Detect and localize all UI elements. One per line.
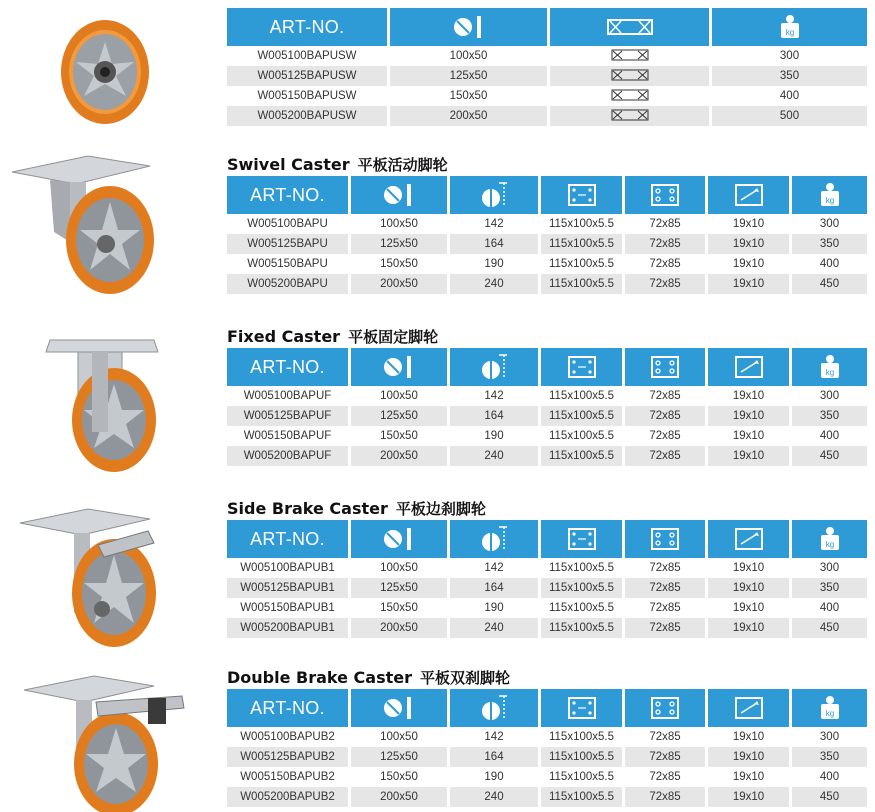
- art-no-cell: W005200BAPUF: [227, 446, 351, 466]
- load-cell: 400: [779, 90, 800, 102]
- size-cell: 200x50: [351, 446, 450, 466]
- plate-cell: 115x100x5.5: [541, 767, 625, 787]
- svg-text:kg: kg: [825, 196, 834, 205]
- art-no-cell: W005150BAPUF: [227, 426, 351, 446]
- height-cell: 142: [450, 214, 541, 234]
- height-cell: 142: [450, 558, 541, 578]
- art-no-cell: W005200BAPUSW: [227, 106, 390, 126]
- art-no-header: ART-NO.: [227, 520, 351, 558]
- hole-spacing-cell: 72x85: [625, 234, 708, 254]
- hole-spacing-cell: 72x85: [625, 426, 708, 446]
- load-icon: [819, 695, 841, 721]
- bearing-symbol: [611, 89, 649, 101]
- height-cell: 164: [450, 234, 541, 254]
- hole-spacing-icon: [650, 527, 680, 551]
- plate-cell: 115x100x5.5: [541, 446, 625, 466]
- hole-spacing-cell: 72x85: [625, 214, 708, 234]
- section-title-en: Side Brake Caster: [227, 499, 388, 518]
- height-cell: 190: [450, 254, 541, 274]
- size-cell: 100x50: [351, 214, 450, 234]
- section-title-en: Swivel Caster: [227, 155, 350, 174]
- plate-header: [541, 176, 625, 214]
- load-icon: [819, 354, 841, 380]
- height-icon: [479, 694, 509, 722]
- load-icon: [819, 526, 841, 552]
- table-row: [227, 558, 867, 578]
- bolt-hole-cell: 19x10: [708, 767, 792, 787]
- height-header: [450, 176, 541, 214]
- art-no-cell: W005125BAPUB2: [227, 747, 351, 767]
- art-no-cell: W005150BAPUB2: [227, 767, 351, 787]
- hole-spacing-header: [625, 348, 708, 386]
- art-no-cell: W005150BAPUSW: [227, 86, 390, 106]
- load-cell: 400: [819, 602, 840, 614]
- bolt-hole-cell: 19x10: [708, 406, 792, 426]
- size-cell: 150x50: [390, 86, 550, 106]
- size-cell: 200x50: [351, 274, 450, 294]
- plate-header: [541, 520, 625, 558]
- load-header: [792, 520, 867, 558]
- height-header: [450, 520, 541, 558]
- hole-spacing-cell: 72x85: [625, 727, 708, 747]
- bolt-hole-cell: 19x10: [708, 558, 792, 578]
- table-row: [227, 254, 867, 274]
- bolt-hole-cell: 19x10: [708, 426, 792, 446]
- load-icon: [819, 182, 841, 208]
- load-cell: 300: [819, 390, 840, 402]
- height-icon: [479, 525, 509, 553]
- table-row: [227, 406, 867, 426]
- table-row: [227, 578, 867, 598]
- plate-cell: 115x100x5.5: [541, 618, 625, 638]
- svg-text:kg: kg: [825, 709, 834, 718]
- table-row: [227, 234, 867, 254]
- plate-icon: [567, 696, 597, 720]
- load-cell: 300: [819, 218, 840, 230]
- load-icon: [779, 14, 801, 40]
- size-cell: 100x50: [351, 558, 450, 578]
- art-no-cell: W005100BAPU: [227, 214, 351, 234]
- bearing-icon: [607, 18, 653, 36]
- bearing-symbol: [611, 69, 649, 81]
- bearing-cell: [550, 66, 712, 86]
- art-no-cell: W005125BAPU: [227, 234, 351, 254]
- size-cell: 150x50: [351, 254, 450, 274]
- hole-spacing-icon: [650, 696, 680, 720]
- plate-cell: 115x100x5.5: [541, 274, 625, 294]
- height-header: [450, 689, 541, 727]
- size-cell: 125x50: [390, 66, 550, 86]
- art-no-cell: W005100BAPUB1: [227, 558, 351, 578]
- table-row: [227, 106, 867, 126]
- load-cell: 350: [712, 66, 867, 86]
- hole-spacing-cell: 72x85: [625, 446, 708, 466]
- svg-text:kg: kg: [825, 368, 834, 377]
- plate-cell: 115x100x5.5: [541, 727, 625, 747]
- load-header: [792, 348, 867, 386]
- size-cell: 100x50: [351, 727, 450, 747]
- hole-spacing-cell: 72x85: [625, 618, 708, 638]
- art-no-cell: W005200BAPUB2: [227, 787, 351, 807]
- size-cell: 200x50: [351, 618, 450, 638]
- bolt-hole-cell: 19x10: [708, 727, 792, 747]
- spec-table: [227, 689, 867, 807]
- hole-spacing-header: [625, 520, 708, 558]
- art-no-cell: W005100BAPUSW: [227, 46, 390, 66]
- height-cell: 190: [450, 767, 541, 787]
- height-cell: 240: [450, 274, 541, 294]
- art-no-header: ART-NO.: [227, 348, 351, 386]
- hole-spacing-cell: 72x85: [625, 747, 708, 767]
- size-cell: 200x50: [390, 106, 550, 126]
- fixed-caster-image: [44, 330, 164, 475]
- section-title-cn: 平板活动脚轮: [357, 156, 448, 174]
- table-row: [227, 598, 867, 618]
- swivel-caster-image: [10, 152, 160, 297]
- hole-spacing-icon: [650, 183, 680, 207]
- load-cell: 300: [819, 562, 840, 574]
- art-no-cell: W005125BAPUB1: [227, 578, 351, 598]
- load-cell: 350: [792, 747, 867, 767]
- size-cell: 200x50: [351, 787, 450, 807]
- load-cell: 450: [792, 446, 867, 466]
- section-title: [227, 154, 448, 175]
- height-cell: 240: [450, 446, 541, 466]
- side-brake-caster-image: [18, 505, 163, 650]
- height-cell: 190: [450, 598, 541, 618]
- hole-spacing-cell: 72x85: [625, 558, 708, 578]
- plate-cell: 115x100x5.5: [541, 214, 625, 234]
- plate-icon: [567, 527, 597, 551]
- load-cell: 400: [819, 430, 840, 442]
- hole-spacing-header: [625, 689, 708, 727]
- svg-text:kg: kg: [825, 540, 834, 549]
- size-header: [351, 689, 450, 727]
- bolt-hole-cell: 19x10: [708, 214, 792, 234]
- bolt-hole-cell: 19x10: [708, 446, 792, 466]
- table-row: [227, 214, 867, 234]
- load-cell: 350: [792, 578, 867, 598]
- table-row: [227, 446, 867, 466]
- plate-cell: 115x100x5.5: [541, 426, 625, 446]
- load-cell: 300: [819, 731, 840, 743]
- size-header: [390, 8, 550, 46]
- height-cell: 142: [450, 386, 541, 406]
- art-no-cell: W005200BAPUB1: [227, 618, 351, 638]
- section-title: [227, 498, 486, 519]
- section-title: [227, 326, 438, 347]
- hole-spacing-cell: 72x85: [625, 406, 708, 426]
- load-cell: 450: [792, 618, 867, 638]
- bolt-hole-icon: [734, 696, 764, 720]
- load-cell: 350: [792, 234, 867, 254]
- size-cell: 125x50: [351, 578, 450, 598]
- bolt-hole-header: [708, 348, 792, 386]
- art-no-cell: W005100BAPUF: [227, 386, 351, 406]
- bearing-cell: [550, 86, 712, 106]
- bolt-hole-cell: 19x10: [708, 234, 792, 254]
- art-no-header: ART-NO.: [227, 689, 351, 727]
- plate-cell: 115x100x5.5: [541, 578, 625, 598]
- art-no-cell: W005125BAPUSW: [227, 66, 390, 86]
- hole-spacing-cell: 72x85: [625, 578, 708, 598]
- load-header: [712, 8, 867, 46]
- load-cell: 400: [819, 258, 840, 270]
- bolt-hole-cell: 19x10: [708, 787, 792, 807]
- table-row: [227, 386, 867, 406]
- size-header: [351, 520, 450, 558]
- height-cell: 240: [450, 787, 541, 807]
- load-cell: 400: [819, 771, 840, 783]
- plate-icon: [567, 183, 597, 207]
- table-row: [227, 747, 867, 767]
- plate-cell: 115x100x5.5: [541, 747, 625, 767]
- section-title: [227, 667, 510, 688]
- size-icon: [382, 526, 416, 552]
- hole-spacing-cell: 72x85: [625, 386, 708, 406]
- bolt-hole-cell: 19x10: [708, 578, 792, 598]
- bolt-hole-icon: [734, 527, 764, 551]
- size-icon: [382, 182, 416, 208]
- size-icon: [452, 14, 486, 40]
- load-cell: 350: [792, 406, 867, 426]
- spec-table: [227, 348, 867, 466]
- size-icon: [382, 354, 416, 380]
- spec-table: [227, 520, 867, 638]
- hole-spacing-cell: 72x85: [625, 787, 708, 807]
- hole-spacing-cell: 72x85: [625, 274, 708, 294]
- load-header: [792, 176, 867, 214]
- hole-spacing-cell: 72x85: [625, 254, 708, 274]
- height-cell: 142: [450, 727, 541, 747]
- bolt-hole-header: [708, 520, 792, 558]
- art-no-header: ART-NO.: [227, 176, 351, 214]
- hole-spacing-cell: 72x85: [625, 767, 708, 787]
- table-row: [227, 727, 867, 747]
- height-cell: 190: [450, 426, 541, 446]
- plate-cell: 115x100x5.5: [541, 558, 625, 578]
- plate-cell: 115x100x5.5: [541, 598, 625, 618]
- hole-spacing-header: [625, 176, 708, 214]
- size-cell: 100x50: [390, 46, 550, 66]
- spec-table: [227, 176, 867, 294]
- height-cell: 240: [450, 618, 541, 638]
- art-no-cell: W005150BAPU: [227, 254, 351, 274]
- bolt-hole-cell: 19x10: [708, 618, 792, 638]
- double-brake-caster-image: [22, 672, 187, 812]
- height-icon: [479, 353, 509, 381]
- top-spec-table: [227, 8, 867, 126]
- height-cell: 164: [450, 406, 541, 426]
- bolt-hole-cell: 19x10: [708, 274, 792, 294]
- height-cell: 164: [450, 747, 541, 767]
- art-no-cell: W005150BAPUB1: [227, 598, 351, 618]
- table-row: [227, 618, 867, 638]
- wheel-image: [50, 14, 160, 126]
- bolt-hole-cell: 19x10: [708, 598, 792, 618]
- bearing-cell: [550, 106, 712, 126]
- load-cell: 300: [779, 50, 800, 62]
- hole-spacing-icon: [650, 355, 680, 379]
- load-cell: 450: [792, 787, 867, 807]
- size-cell: 150x50: [351, 426, 450, 446]
- bolt-hole-icon: [734, 183, 764, 207]
- bearing-header: [550, 8, 712, 46]
- plate-cell: 115x100x5.5: [541, 254, 625, 274]
- bolt-hole-icon: [734, 355, 764, 379]
- size-cell: 150x50: [351, 598, 450, 618]
- section-title-cn: 平板边刹脚轮: [395, 500, 486, 518]
- size-cell: 125x50: [351, 234, 450, 254]
- bolt-hole-header: [708, 689, 792, 727]
- bolt-hole-cell: 19x10: [708, 386, 792, 406]
- bolt-hole-cell: 19x10: [708, 254, 792, 274]
- size-cell: 150x50: [351, 767, 450, 787]
- svg-text:kg: kg: [785, 28, 794, 37]
- bolt-hole-cell: 19x10: [708, 747, 792, 767]
- art-no-cell: W005125BAPUF: [227, 406, 351, 426]
- table-row: [227, 426, 867, 446]
- table-row: [227, 787, 867, 807]
- table-row: [227, 274, 867, 294]
- size-cell: 125x50: [351, 406, 450, 426]
- table-row: [227, 66, 867, 86]
- table-row: [227, 767, 867, 787]
- plate-cell: 115x100x5.5: [541, 787, 625, 807]
- section-title-en: Double Brake Caster: [227, 668, 412, 687]
- table-row: [227, 86, 867, 106]
- art-no-cell: W005100BAPUB2: [227, 727, 351, 747]
- size-cell: 125x50: [351, 747, 450, 767]
- load-header: [792, 689, 867, 727]
- bearing-symbol: [611, 109, 649, 121]
- size-header: [351, 176, 450, 214]
- size-cell: 100x50: [351, 386, 450, 406]
- art-no-cell: W005200BAPU: [227, 274, 351, 294]
- bolt-hole-header: [708, 176, 792, 214]
- plate-header: [541, 348, 625, 386]
- plate-icon: [567, 355, 597, 379]
- load-cell: 500: [712, 106, 867, 126]
- height-cell: 164: [450, 578, 541, 598]
- plate-header: [541, 689, 625, 727]
- height-header: [450, 348, 541, 386]
- bearing-symbol: [611, 49, 649, 61]
- bearing-cell: [550, 46, 712, 66]
- table-row: [227, 46, 867, 66]
- section-title-en: Fixed Caster: [227, 327, 341, 346]
- size-icon: [382, 695, 416, 721]
- plate-cell: 115x100x5.5: [541, 386, 625, 406]
- load-cell: 450: [792, 274, 867, 294]
- section-title-cn: 平板双刹脚轮: [420, 669, 511, 687]
- height-icon: [479, 181, 509, 209]
- plate-cell: 115x100x5.5: [541, 234, 625, 254]
- plate-cell: 115x100x5.5: [541, 406, 625, 426]
- hole-spacing-cell: 72x85: [625, 598, 708, 618]
- size-header: [351, 348, 450, 386]
- section-title-cn: 平板固定脚轮: [348, 328, 439, 346]
- art-no-header: ART-NO.: [227, 8, 390, 46]
